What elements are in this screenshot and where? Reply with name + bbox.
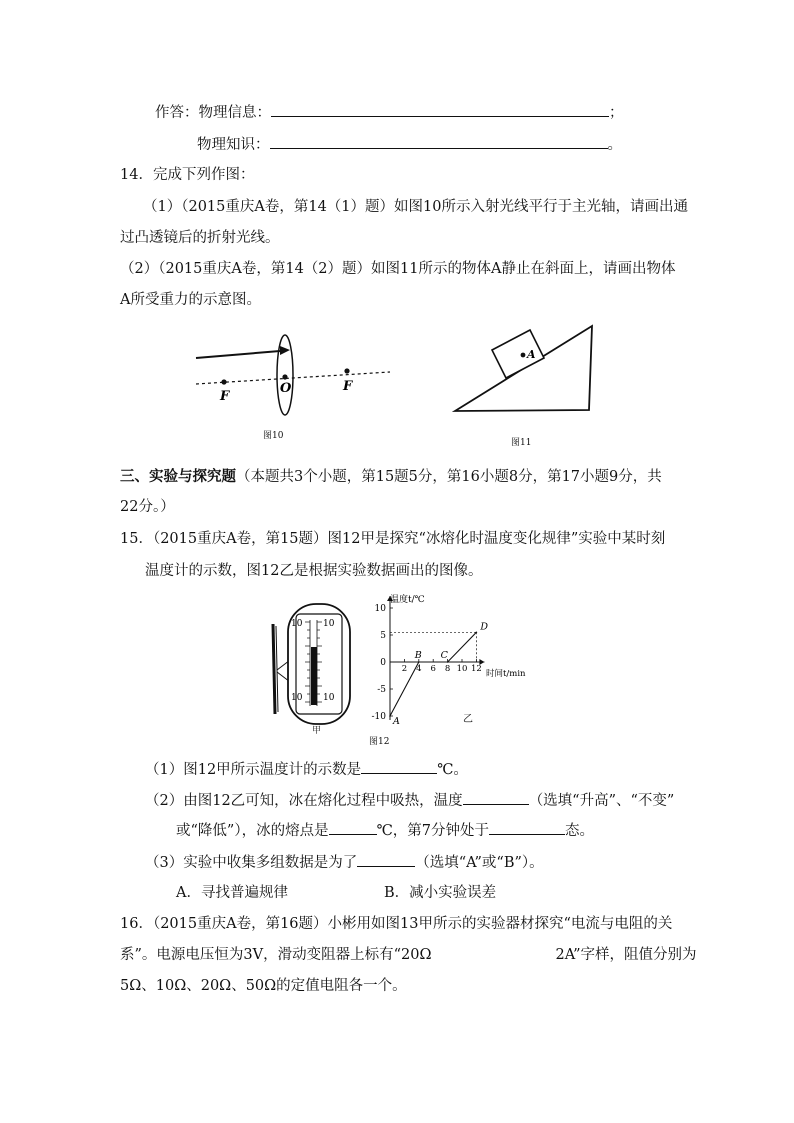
focus-right-label: F: [343, 379, 353, 394]
figure-12-caption: 图12: [369, 737, 390, 747]
q15-part3: [145, 852, 544, 873]
chart-point-label: A: [393, 716, 400, 727]
q15-part2-text-c: 或“降低”），冰的熔点是: [176, 823, 329, 839]
chart-y-tick-label: 10: [374, 604, 386, 614]
chart-ticks: [372, 604, 482, 722]
q14-part2-line2: A所受重力的示意图。: [120, 292, 261, 308]
q15-part1-unit: ℃。: [437, 762, 468, 778]
q15-part1: [145, 759, 468, 780]
block-a: [492, 330, 544, 378]
q16-line1: 16．（2015重庆A卷，第16题）小彬用如图13甲所示的实验器材探究“电流与电阻的关: [120, 916, 673, 932]
chart-guides: [390, 632, 476, 662]
section3-line1: [120, 467, 662, 487]
chart-y-tick-label: 0: [380, 658, 386, 668]
q14-title: 14．完成下列作图：: [120, 167, 255, 183]
q16-line2: [120, 945, 696, 965]
answer-info-blank[interactable]: [271, 102, 609, 117]
chart-y-tick-label: -5: [377, 685, 386, 695]
figure-12-chart: [368, 592, 538, 727]
chart-xlabel: 时间t/min: [486, 669, 526, 679]
chart-ylabel: 温度t/℃: [390, 595, 425, 605]
chart-point-label: D: [480, 621, 489, 633]
figure-10-caption: 图10: [263, 431, 284, 441]
q16-line2-b: 2A”字样，阻值分别为: [555, 947, 697, 963]
q15-part2-text-d: ℃，第7分钟处于: [376, 823, 490, 839]
chart-y-tick-label: 5: [380, 631, 386, 641]
chart-x-tick-label: 6: [430, 664, 436, 674]
incident-ray-arrow: [280, 346, 290, 355]
q15-line2: 温度计的示数，图12乙是根据实验数据画出的图像。: [145, 563, 483, 579]
thermometer-top-right-label: 10: [323, 619, 335, 629]
answer-knowledge-end: 。: [607, 137, 622, 153]
optical-center-label: O: [280, 381, 292, 396]
chart-point: [389, 715, 391, 717]
chart-x-tick-label: 4: [416, 664, 422, 674]
q15-part3-blank[interactable]: [357, 852, 415, 867]
thermometer-top-label: 10: [291, 619, 303, 629]
thermometer-bottom-label: 10: [291, 693, 303, 703]
chart-point-labels: [392, 621, 488, 727]
figure-11-caption: 图11: [511, 438, 532, 448]
q15-part2-text-b: （选填“升高”、“不变”: [528, 793, 675, 809]
figure-12-yi-caption: 乙: [463, 714, 473, 725]
chart-series: [389, 632, 477, 717]
chart-x-tick-label: 10: [456, 664, 468, 674]
q14-part2-line1: （2）（2015重庆A卷，第14（2）题）如图11所示的物体A静止在斜面上，请画出物体: [120, 261, 676, 277]
q15-part2-text-e: 态。: [565, 823, 595, 839]
answer-knowledge-line: [197, 134, 622, 155]
chart-x-tick-label: 2: [401, 664, 408, 674]
q15-option-a: A．寻找普遍规律: [176, 885, 288, 901]
figure-10: [190, 330, 410, 440]
focus-left-dot: [221, 379, 226, 384]
answer-info-end: ；: [609, 105, 624, 121]
figure-12-thermometer: [265, 602, 365, 732]
q15-part3-text-b: （选填“A”或“B”）。: [415, 855, 544, 871]
focus-right-dot: [344, 368, 349, 373]
section3-desc-1: （本题共3个小题，第15题5分，第16小题8分，第17小题9分，共: [236, 469, 662, 485]
q15-part1-blank[interactable]: [361, 759, 437, 774]
answer-info-label: 作答：物理信息：: [155, 105, 271, 121]
rod-thermometer: [273, 624, 275, 714]
answer-info-line: [155, 102, 624, 123]
mercury-column: [311, 647, 317, 705]
chart-point-label: B: [414, 650, 422, 661]
incident-ray: [196, 351, 280, 358]
optical-center-dot: [282, 374, 287, 379]
chart-point: [418, 661, 420, 663]
q14-part1-line2: 过凸透镜后的折射光线。: [120, 230, 280, 246]
figure-12-jia-caption: 甲: [312, 726, 322, 736]
chart-series-line: [390, 632, 476, 716]
chart-axes: [387, 596, 484, 720]
q15-part3-text-a: （3）实验中收集多组数据是为了: [145, 855, 358, 871]
section3-title: 三、实验与探究题: [120, 468, 236, 485]
answer-knowledge-blank[interactable]: [270, 134, 608, 149]
q15-part2-blank-3[interactable]: [489, 820, 565, 835]
chart-point-label: C: [440, 650, 448, 661]
focus-left-label: F: [220, 389, 230, 404]
q15-part1-text: （1）图12甲所示温度计的示数是: [145, 762, 362, 778]
chart-point: [476, 632, 478, 634]
q15-part2-line1: [145, 790, 674, 811]
q15-part2-blank-1[interactable]: [463, 790, 529, 805]
answer-knowledge-label: 物理知识：: [197, 137, 270, 153]
q14-part1-line1: （1）（2015重庆A卷，第14（1）题）如图10所示入射光线平行于主光轴，请画出通: [143, 199, 688, 215]
block-center-dot: [521, 353, 526, 358]
q15-part2-text-a: （2）由图12乙可知，冰在熔化过程中吸热，温度: [145, 793, 463, 809]
chart-x-tick-label: 8: [444, 664, 451, 674]
section3-desc-2: 22分。）: [120, 499, 175, 515]
chart-x-tick-label: 12: [470, 664, 482, 674]
q15-part2-line2: [176, 820, 594, 841]
q15-part2-blank-2[interactable]: [329, 820, 377, 835]
q16-line2-a: 系”。电源电压恒为3V，滑动变阻器上标有“20Ω: [120, 947, 432, 963]
q15-line1: 15．（2015重庆A卷，第15题）图12甲是探究“冰熔化时温度变化规律”实验中某时刻: [120, 531, 666, 547]
thermometer-bottom-right-label: 10: [323, 693, 335, 703]
figure-11: [452, 322, 612, 422]
chart-y-tick-label: -10: [371, 712, 386, 722]
q15-option-b: B．减小实验误差: [384, 885, 497, 901]
chart-point: [447, 661, 449, 663]
block-label: A: [527, 348, 536, 361]
q16-line3: 5Ω、10Ω、20Ω、50Ω的定值电阻各一个。: [120, 978, 407, 994]
